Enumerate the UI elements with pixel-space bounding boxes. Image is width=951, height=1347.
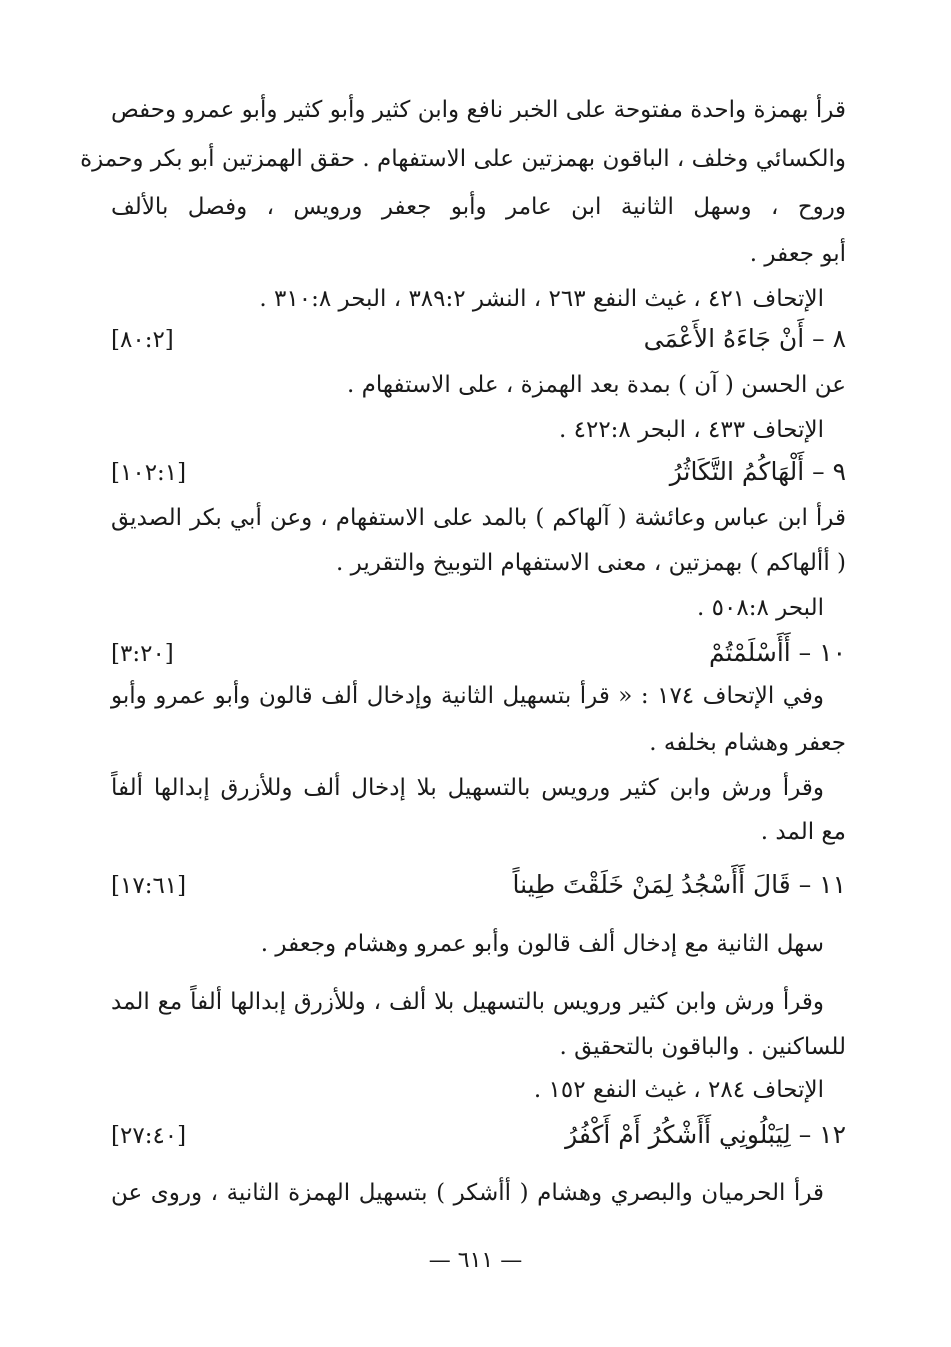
text-line: قرأ ابن عباس وعائشة ( آلهاكم ) بالمد على الاستفهام ، وعن أبي بكر الصديق: [111, 505, 846, 531]
text-line: قرأ بهمزة واحدة مفتوحة على الخبر نافع وابن كثير وأبو كثير وأبو عمرو وحفص: [111, 97, 846, 123]
text-line: وقرأ ورش وابن كثير ورويس بالتسهيل بلا إدخال ألف وللأزرق إبدالها ألفاً: [111, 775, 824, 801]
verse-reference: [١٧:٦١]: [111, 873, 187, 899]
verse-reference: [١٠٢:١]: [111, 460, 187, 486]
text-line: جعفر وهشام بخلفه .: [649, 730, 846, 756]
text-line: وقرأ ورش وابن كثير ورويس بالتسهيل بلا ألف ، وللأزرق إبدالها ألفاً مع المد: [111, 989, 824, 1015]
verse-reference: [٨٠:٢]: [111, 327, 174, 353]
entry-heading-12: [111, 1118, 846, 1153]
entry-title: ١١ – قَالَ أَأَسْجُدُ لِمَنْ خَلَقْتَ طِيناً: [512, 870, 846, 899]
text-line: أبو جعفر .: [749, 241, 846, 267]
reference-line: البحر ٥٠٨:٨ .: [697, 595, 824, 621]
text-line: ( أألهاكم ) بهمزتين ، معنى الاستفهام التوبيخ والتقرير .: [336, 550, 846, 576]
text-line: وروح ، وسهل الثانية ابن عامر وأبو جعفر ورويس ، وفصل بالألف: [111, 194, 846, 220]
verse-reference: [٣:٢٠]: [111, 641, 174, 667]
entry-heading-8: [111, 322, 846, 357]
text-line: سهل الثانية مع إدخال ألف قالون وأبو عمرو وهشام وجعفر .: [260, 931, 824, 957]
text-line: مع المد .: [760, 819, 846, 845]
entry-heading-10: [111, 636, 846, 671]
text-line: للساكنين . والباقون بالتحقيق .: [559, 1034, 846, 1060]
entry-title: ١٢ – لِيَبْلُونِي أَأَشْكُرُ أَمْ أَكْفُرُ: [565, 1120, 846, 1149]
text-line: عن الحسن ( آن ) بمدة بعد الهمزة ، على الاستفهام .: [346, 372, 846, 398]
entry-title: ١٠ – أَأَسْلَمْتُمْ: [708, 638, 846, 667]
verse-reference: [٢٧:٤٠]: [111, 1123, 187, 1149]
page-number: — ٦١١ —: [428, 1248, 523, 1273]
entry-heading-9: [111, 455, 846, 490]
text-line: وفي الإتحاف ١٧٤ : « قرأ بتسهيل الثانية وإدخال ألف قالون وأبو عمرو وأبو: [111, 683, 824, 709]
entry-title: ٨ – أَنْ جَاءَهُ الأَعْمَى: [643, 324, 846, 353]
text-line: قرأ الحرميان والبصري وهشام ( أأشكر ) بتسهيل الهمزة الثانية ، وروى عن: [111, 1180, 824, 1206]
reference-line: الإتحاف ٤٣٣ ، البحر ٤٢٢:٨ .: [558, 417, 824, 443]
entry-title: ٩ – أَلْهَاكُمُ التَّكَاثُرُ: [669, 457, 846, 486]
text-line: والكسائي وخلف ، الباقون بهمزتين على الاستفهام . حقق الهمزتين أبو بكر وحمزة: [80, 146, 846, 172]
reference-line: الإتحاف ٢٨٤ ، غيث النفع ١٥٢ .: [533, 1077, 824, 1103]
entry-heading-11: [111, 868, 846, 903]
reference-line: الإتحاف ٤٢١ ، غيث النفع ٢٦٣ ، النشر ٣٨٩:٢ ، البحر ٣١٠:٨ .: [259, 286, 824, 312]
